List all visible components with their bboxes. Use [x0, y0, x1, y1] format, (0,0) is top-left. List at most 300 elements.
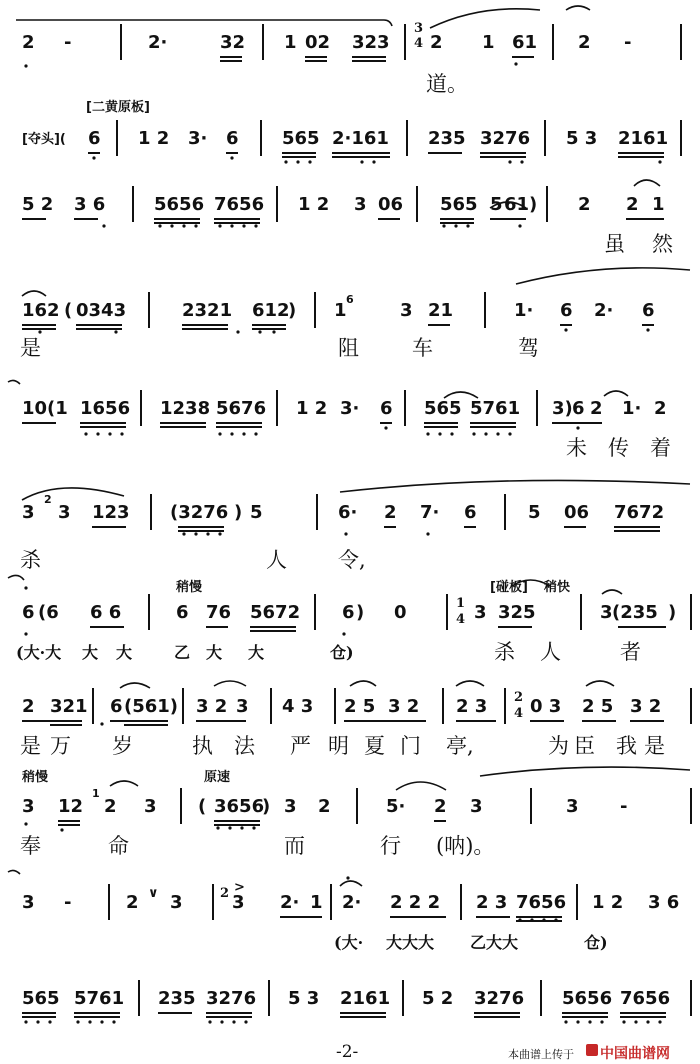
- note: 6 6: [90, 602, 122, 623]
- note: 7656: [620, 988, 671, 1009]
- barline: [680, 24, 682, 60]
- dot: [218, 432, 221, 435]
- note: 1: [310, 892, 323, 913]
- system-10: [0, 880, 700, 952]
- dot: [564, 1020, 567, 1023]
- note: 3276: [474, 988, 525, 1009]
- lyric: 亭,: [446, 734, 474, 758]
- note: (: [64, 300, 73, 321]
- note: (: [198, 796, 207, 817]
- note: 6·: [338, 502, 358, 523]
- lyric: 道。: [426, 72, 468, 96]
- note: 2·: [594, 300, 614, 321]
- lyric: (呐)。: [436, 834, 495, 858]
- lyric: 人: [266, 548, 287, 572]
- note: 7·: [420, 502, 440, 523]
- note: 1 2: [298, 194, 330, 215]
- note: 323: [352, 32, 390, 53]
- note: 6: [22, 602, 35, 623]
- note: 6: [110, 696, 123, 717]
- barline: [446, 594, 448, 630]
- note: 2·161: [332, 128, 389, 149]
- barline: [404, 390, 406, 426]
- system-5: [0, 390, 700, 460]
- dot: [60, 828, 63, 831]
- slur-line: [516, 268, 690, 284]
- note: 02: [305, 32, 331, 53]
- percussion-syllable: 仓): [584, 933, 608, 952]
- lyric: 臣: [574, 734, 595, 758]
- dot: [658, 160, 661, 163]
- barline: [356, 788, 358, 824]
- barline: [140, 390, 142, 426]
- page-footer: [0, 1038, 700, 1064]
- percussion-syllable: 仓): [330, 643, 354, 662]
- site-name[interactable]: 中国曲谱网: [600, 1046, 670, 1062]
- barline: [402, 980, 404, 1016]
- note: 2: [22, 696, 35, 717]
- lyric: 我: [616, 734, 637, 758]
- note: 4 3: [282, 696, 314, 717]
- barline: [504, 494, 506, 530]
- lyric: 门: [400, 734, 421, 758]
- note: 6: [88, 128, 101, 149]
- tempo-marking: 稍慢: [176, 580, 203, 595]
- grace-note: 2: [44, 493, 52, 506]
- note: 2: [384, 502, 397, 523]
- dot: [24, 64, 27, 67]
- note: 3: [566, 796, 579, 817]
- note: 235: [428, 128, 466, 149]
- note: 235: [158, 988, 196, 1009]
- note: 0343: [76, 300, 127, 321]
- note: 1: [652, 194, 665, 215]
- lyric: 明: [328, 734, 349, 758]
- note: -: [620, 796, 628, 817]
- note: 7656: [214, 194, 265, 215]
- note: 2161: [618, 128, 669, 149]
- barline: [416, 186, 418, 222]
- note: 2: [590, 398, 603, 419]
- note: 1 2: [296, 398, 328, 419]
- note: 325: [498, 602, 536, 623]
- note: 5656: [562, 988, 613, 1009]
- note: 2: [430, 32, 443, 53]
- note: 2 5: [582, 696, 614, 717]
- note: 1: [284, 32, 297, 53]
- lyric: 命: [108, 834, 129, 858]
- lyric: 而: [284, 834, 305, 858]
- note: 2 5: [344, 696, 376, 717]
- note: 565: [440, 194, 478, 215]
- note: 12: [58, 796, 84, 817]
- barline: [148, 594, 150, 630]
- lyric: 岁: [112, 734, 133, 758]
- barline: [460, 884, 462, 920]
- barline: [316, 494, 318, 530]
- slur-line: [480, 767, 690, 776]
- lyric: 执: [192, 734, 213, 758]
- note: 6: [572, 398, 585, 419]
- barline: [504, 688, 506, 724]
- percussion-syllable: 大: [82, 643, 99, 662]
- barline: [576, 884, 578, 920]
- lyric: 阻: [338, 336, 359, 360]
- percussion-syllable: (大·: [334, 933, 364, 952]
- lyric: 传: [608, 436, 629, 460]
- note: 3: [22, 892, 35, 913]
- percussion-syllable: 大: [248, 643, 265, 662]
- lyric: 杀: [20, 548, 41, 572]
- note: 2·: [342, 892, 362, 913]
- note: (3276: [170, 502, 229, 523]
- tempo-marking: 稍慢: [22, 770, 49, 785]
- barline: [92, 688, 94, 724]
- barline: [276, 186, 278, 222]
- barline: [132, 186, 134, 222]
- note: 3·: [340, 398, 360, 419]
- note: 0 3: [530, 696, 562, 717]
- note: 2: [434, 796, 447, 817]
- lyric: 法: [234, 734, 255, 758]
- note: 2321: [182, 300, 233, 321]
- barline: [148, 292, 150, 328]
- percussion-syllable: (大·大: [16, 643, 62, 662]
- note: 3: [470, 796, 483, 817]
- note: 7656: [516, 892, 567, 913]
- note: ): [668, 602, 677, 623]
- accent-mark: >: [234, 880, 245, 895]
- system-7: [0, 580, 700, 664]
- barline: [484, 292, 486, 328]
- barline: [120, 24, 122, 60]
- lyric: 然: [652, 232, 673, 256]
- note: 06: [378, 194, 404, 215]
- dot: [346, 876, 349, 879]
- note: 0: [394, 602, 407, 623]
- slur-line: [340, 480, 690, 492]
- note: 21: [428, 300, 454, 321]
- lyric: 奉: [20, 834, 41, 858]
- note: 1: [482, 32, 495, 53]
- note: 5672: [250, 602, 301, 623]
- note: 3: [144, 796, 157, 817]
- barline: [212, 884, 214, 920]
- slur-line: [214, 681, 246, 686]
- note: 3: [354, 194, 367, 215]
- barline: [404, 24, 406, 60]
- note: 3 2: [630, 696, 662, 717]
- percussion-syllable: 大大大: [386, 933, 435, 952]
- note: 2161: [340, 988, 391, 1009]
- note: 5761: [74, 988, 125, 1009]
- barline: [690, 688, 692, 724]
- note: 6: [464, 502, 477, 523]
- slur-line: [8, 575, 24, 580]
- note: ): [288, 300, 297, 321]
- note: ): [234, 502, 243, 523]
- barline: [182, 688, 184, 724]
- barline: [138, 980, 140, 1016]
- dot: [622, 1020, 625, 1023]
- barline: [276, 390, 278, 426]
- barline: [690, 980, 692, 1016]
- note: 1 2: [592, 892, 624, 913]
- note: 5: [490, 194, 503, 215]
- note: 61): [504, 194, 538, 215]
- note: 3: [600, 602, 613, 623]
- section-label: [碰板]: [490, 580, 528, 595]
- lyric: 者: [620, 640, 641, 664]
- note: (235: [612, 602, 658, 623]
- note: 3: [400, 300, 413, 321]
- note: 7672: [614, 502, 665, 523]
- barline: [270, 688, 272, 724]
- note: 61: [512, 32, 538, 53]
- slur-line: [456, 681, 484, 686]
- barline: [690, 594, 692, 630]
- note: 123: [92, 502, 130, 523]
- system-2: [0, 100, 700, 158]
- note: 5 3: [566, 128, 598, 149]
- lyric: 人: [540, 640, 561, 664]
- note: 2: [578, 194, 591, 215]
- barline: [334, 688, 336, 724]
- lyric: 是: [20, 734, 41, 758]
- barline: [530, 788, 532, 824]
- dot: [514, 62, 517, 65]
- note: 3): [552, 398, 573, 419]
- section-label: [二黄原板]: [86, 100, 150, 115]
- barline: [552, 24, 554, 60]
- dot: [76, 1020, 79, 1023]
- dot: [508, 160, 511, 163]
- dot: [472, 432, 475, 435]
- lyric: 着: [650, 436, 671, 460]
- grace-note: 1: [92, 787, 100, 800]
- site-logo-icon: [586, 1044, 598, 1056]
- note: 1·: [622, 398, 642, 419]
- lyric: 夏: [364, 734, 385, 758]
- note: 6: [642, 300, 655, 321]
- percussion-syllable: 乙大大: [470, 933, 519, 952]
- note: 5: [250, 502, 263, 523]
- time-sig-top: 3: [414, 21, 424, 36]
- barline: [268, 980, 270, 1016]
- time-sig: 2: [220, 886, 230, 901]
- note: 3: [232, 892, 245, 913]
- lyric: 是: [644, 734, 665, 758]
- lyric: 为: [548, 734, 569, 758]
- note: 2·: [148, 32, 168, 53]
- system-6: [0, 493, 700, 572]
- note: 06: [564, 502, 590, 523]
- system-9: [0, 770, 700, 858]
- lyric: 令,: [338, 548, 366, 572]
- note: 321: [50, 696, 88, 717]
- note: 5761: [470, 398, 521, 419]
- lyric: 万: [50, 734, 71, 758]
- lyric: 严: [290, 734, 311, 758]
- note: 565: [424, 398, 462, 419]
- note: 76: [206, 602, 232, 623]
- tempo-marking: 稍快: [544, 580, 571, 595]
- note: ): [262, 796, 271, 817]
- barline: [314, 292, 316, 328]
- barline: [580, 594, 582, 630]
- note: 1 2: [138, 128, 170, 149]
- dot: [24, 586, 27, 589]
- lyric: 车: [412, 336, 433, 360]
- note: 2: [126, 892, 139, 913]
- note: 3 2: [388, 696, 420, 717]
- dot: [24, 1020, 27, 1023]
- note: 5 2: [422, 988, 454, 1009]
- note: 612: [252, 300, 290, 321]
- percussion-syllable: 大: [116, 643, 133, 662]
- note: 6: [560, 300, 573, 321]
- note: -: [64, 32, 72, 53]
- barline: [330, 884, 332, 920]
- barline: [546, 186, 548, 222]
- note: 2 3: [476, 892, 508, 913]
- note: 5656: [154, 194, 205, 215]
- note: 2·: [280, 892, 300, 913]
- barline: [406, 120, 408, 156]
- system-4: [0, 292, 700, 360]
- note: 1238: [160, 398, 211, 419]
- note: 2 3: [456, 696, 488, 717]
- note: 1·: [514, 300, 534, 321]
- note: 1656: [80, 398, 131, 419]
- dot: [360, 160, 363, 163]
- note: 5 2: [22, 194, 54, 215]
- note: 6: [342, 602, 355, 623]
- note: 2: [654, 398, 667, 419]
- barline: [540, 980, 542, 1016]
- note: -: [64, 892, 72, 913]
- dot: [208, 1020, 211, 1023]
- note: 3·: [188, 128, 208, 149]
- barline: [262, 24, 264, 60]
- percussion-cue: [夺头](: [22, 132, 66, 147]
- lyric: 驾: [518, 336, 539, 360]
- note: 3276: [480, 128, 531, 149]
- note: 2: [626, 194, 639, 215]
- note: 2: [104, 796, 117, 817]
- slur-line: [586, 681, 614, 686]
- system-1: [0, 20, 700, 96]
- breath-mark: ∨: [148, 886, 159, 901]
- system-11: [0, 980, 700, 1020]
- page-number: -2-: [336, 1042, 359, 1062]
- system-8: [0, 688, 700, 758]
- note: -: [624, 32, 632, 53]
- note: 3656: [214, 796, 265, 817]
- note: 162: [22, 300, 60, 321]
- barline: [260, 120, 262, 156]
- percussion-syllable: 大: [206, 643, 223, 662]
- lyric: 虽: [604, 232, 625, 256]
- slur-line: [8, 380, 20, 384]
- barline: [536, 390, 538, 426]
- time-sig-top: 1: [456, 596, 466, 611]
- barline: [150, 494, 152, 530]
- note: (561): [124, 696, 179, 717]
- barline: [544, 120, 546, 156]
- time-sig-bottom: 4: [456, 612, 466, 627]
- upload-note: 本曲谱上传于: [508, 1048, 574, 1061]
- note: (6: [38, 602, 59, 623]
- time-sig-top: 2: [514, 690, 524, 705]
- dot: [84, 432, 87, 435]
- tempo-marking: 原速: [204, 770, 231, 785]
- note: 565: [22, 988, 60, 1009]
- note: 6: [380, 398, 393, 419]
- note: 2: [578, 32, 591, 53]
- note: 10(1: [22, 398, 68, 419]
- slur-line: [350, 681, 376, 686]
- note: 6: [226, 128, 239, 149]
- barline: [690, 788, 692, 824]
- note: 565: [282, 128, 320, 149]
- note: 5·: [386, 796, 406, 817]
- lyric: 杀: [494, 640, 515, 664]
- note: 6: [176, 602, 189, 623]
- note: 3: [22, 502, 35, 523]
- barline: [108, 884, 110, 920]
- lyric: 是: [20, 336, 41, 360]
- note: 5 3: [288, 988, 320, 1009]
- note: 3: [284, 796, 297, 817]
- note: 3: [170, 892, 183, 913]
- slur-line: [566, 6, 590, 10]
- note: 3: [474, 602, 487, 623]
- note: 3: [236, 696, 249, 717]
- barline: [116, 120, 118, 156]
- note: 5: [528, 502, 541, 523]
- note: 2 2 2: [390, 892, 441, 913]
- barline: [442, 688, 444, 724]
- dot: [426, 432, 429, 435]
- lyric: 未: [566, 436, 587, 460]
- time-sig-bottom: 4: [514, 706, 524, 721]
- note: 1: [334, 300, 347, 321]
- dot: [284, 160, 287, 163]
- note: 3 6: [74, 194, 106, 215]
- note: 32: [220, 32, 246, 53]
- slur-line: [110, 781, 138, 786]
- note: 3: [58, 502, 71, 523]
- note: 2: [318, 796, 331, 817]
- note: 3276: [206, 988, 257, 1009]
- slur-line: [8, 870, 20, 874]
- system-3: [0, 186, 700, 256]
- percussion-syllable: 乙: [174, 643, 191, 662]
- barline: [680, 120, 682, 156]
- note: 3: [22, 796, 35, 817]
- lyric: 行: [380, 834, 401, 858]
- note: 2: [22, 32, 35, 53]
- grace-note: 6: [346, 293, 354, 306]
- barline: [314, 594, 316, 630]
- barline: [180, 788, 182, 824]
- note: 5676: [216, 398, 267, 419]
- time-sig-bottom: 4: [414, 36, 424, 51]
- note: ): [356, 602, 365, 623]
- note: 3 6: [648, 892, 680, 913]
- note: 3 2: [196, 696, 228, 717]
